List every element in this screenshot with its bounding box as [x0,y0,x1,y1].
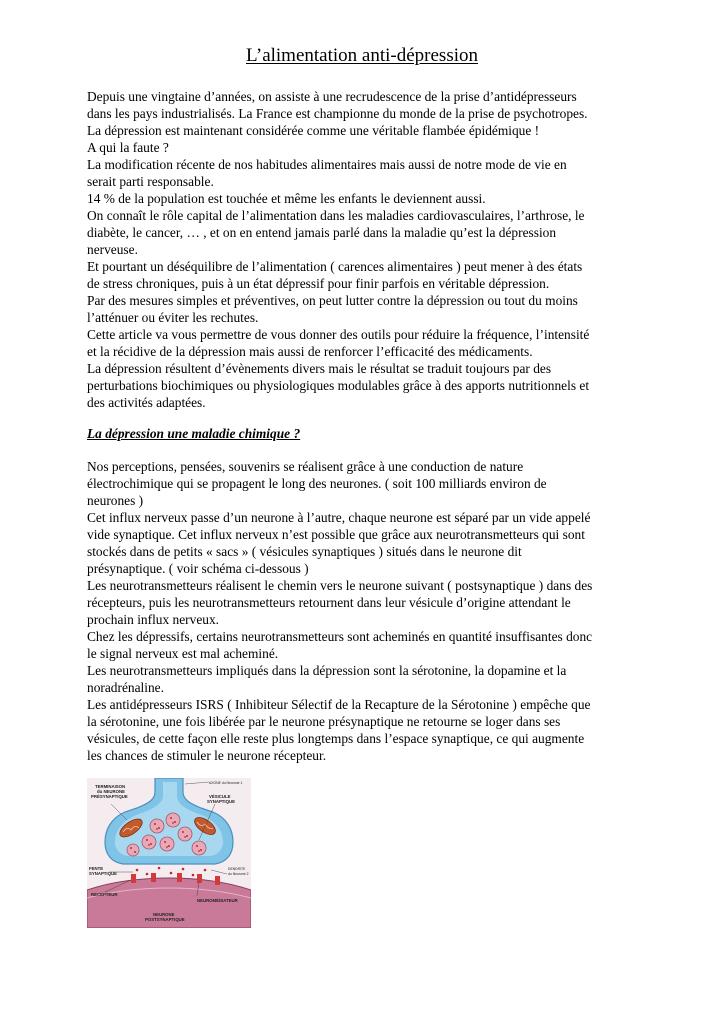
text-line: Chez les dépressifs, certains neurotransmetteurs sont acheminés en quantité insuffisantes donc [87,629,593,644]
text-line: nerveuse. [87,242,138,257]
text-line: prochain influx nerveux. [87,612,220,627]
vesicle [192,841,206,855]
receptor [215,876,220,885]
text-line: l’atténuer ou éviter les rechutes. [87,310,259,325]
text-line: Les antidépresseurs ISRS ( Inhibiteur Sélectif de la Recapture de la Sérotonine ) empêche que [87,697,591,712]
section-heading: La dépression une maladie chimique ? [87,426,301,441]
text-line: Cette article va vous permettre de vous donner des outils pour réduire la fréquence, l’intensité [87,327,590,342]
vesicle [178,827,192,841]
vesicle [127,844,139,856]
text-line: diabète, le cancer, … , et on en entend jamais parlé dans la maladie qu’est la dépression [87,225,557,240]
text-line: de stress chroniques, puis à un état dépressif pour finir parfois en véritable dépression. [87,276,550,291]
text-line: Les neurotransmetteurs réalisent le chemin vers le neurone suivant ( postsynaptique ) dans des [87,578,593,593]
vesicle [150,819,164,833]
text-line: serait parti responsable. [87,174,214,189]
text-line: le signal nerveux est mal acheminé. [87,646,279,661]
text-line: La modification récente de nos habitudes alimentaires mais aussi de notre mode de vie en [87,157,567,172]
text-line: et la récidive de la dépression mais aussi de renforcer l’efficacité des médicaments. [87,344,533,359]
text-line: A qui la faute ? [87,140,169,155]
label-neurone-post: NEURONE [153,912,175,917]
text-line: stockés dans de petits « sacs » ( vésicules synaptiques ) situés dans le neurone dit [87,544,522,559]
text-line: Les neurotransmetteurs impliqués dans la dépression sont la sérotonine, la dopamine et la [87,663,567,678]
label-terminaison: PRÉSYNAPTIQUE [91,794,128,799]
label-vesicule: VÉSICULE [209,794,231,799]
text-line: Nos perceptions, pensées, souvenirs se réalisent grâce à une conduction de nature [87,459,524,474]
text-line: récepteurs, puis les neurotransmetteurs retournent dans leur vésicule d’origine attendant le [87,595,571,610]
text-line: On connaît le rôle capital de l’alimentation dans les maladies cardiovasculaires, l’arthrose, le [87,208,585,223]
label-neurone-post: POSTSYNAPTIQUE [145,917,185,922]
text-line: la sérotonine, une fois libérée par le neurone présynaptique ne retourne se loger dans ses [87,714,561,729]
text-line: perturbations biochimiques ou physiologiques modulables grâce à des apports nutritionnels et [87,378,590,393]
text-line: dans les pays industrialisés. La France est championne du monde de la prise de psychotropes. [87,106,588,121]
text-line: 14 % de la population est touchée et même les enfants le deviennent aussi. [87,191,486,206]
text-line: Depuis une vingtaine d’années, on assiste à une recrudescence de la prise d’antidépresseurs [87,89,577,104]
text-line: vésicules, de cette façon elle reste plus longtemps dans l’espace synaptique, ce qui augmente [87,731,585,746]
section-paragraphs [87,458,647,764]
label-recepteur: RECEPTEUR [91,892,118,897]
text-line: noradrénaline. [87,680,164,695]
receptor [197,874,202,883]
text-line: neurones ) [87,493,144,508]
label-fente: SYNAPTIQUE [89,871,117,876]
receptor [131,874,136,883]
document-title: L’alimentation anti-dépression [246,45,478,66]
text-line: Et pourtant un déséquilibre de l’alimentation ( carences alimentaires ) peut mener à des états [87,259,583,274]
label-dendrite: du Neurone 2 [228,872,249,876]
text-line: Par des mesures simples et préventives, on peut lutter contre la dépression ou tout du moins [87,293,578,308]
label-fente: FENTE [89,866,104,871]
vesicle [142,835,156,849]
text-line: les chances de stimuler le neurone récepteur. [87,748,327,763]
synapse-diagram [87,778,251,928]
vesicle [160,837,174,851]
vesicle [166,813,180,827]
label-neuromediateur: NEUROMÉDIATEUR [197,898,238,903]
receptor [151,873,156,882]
synapse-illustration [87,778,251,928]
text-line: vide synaptique. Cet influx nerveux n’est possible que grâce aux neurotransmetteurs qui sont [87,527,585,542]
intro-paragraphs [87,88,647,411]
text-line: Cet influx nerveux passe d’un neurone à l’autre, chaque neurone est séparé par un vide appelé [87,510,591,525]
label-terminaison: TERMINAISON [95,784,126,789]
text-line: La dépression est maintenant considérée comme une véritable flambée épidémique ! [87,123,540,138]
label-vesicule: SYNAPTIQUE [207,799,235,804]
label-axone: AXONE du Neurone 1 [209,781,243,785]
label-dendrite: DENDRITE [228,867,246,871]
text-line: La dépression résultent d’évènements divers mais le résultat se traduit toujours par des [87,361,552,376]
text-line: présynaptique. ( voir schéma ci-dessous ) [87,561,309,576]
label-terminaison: du NEURONE [97,789,125,794]
text-line: des activités adaptées. [87,395,206,410]
text-line: électrochimique qui se propagent le long des neurones. ( soit 100 milliards environ de [87,476,547,491]
receptor [177,873,182,882]
